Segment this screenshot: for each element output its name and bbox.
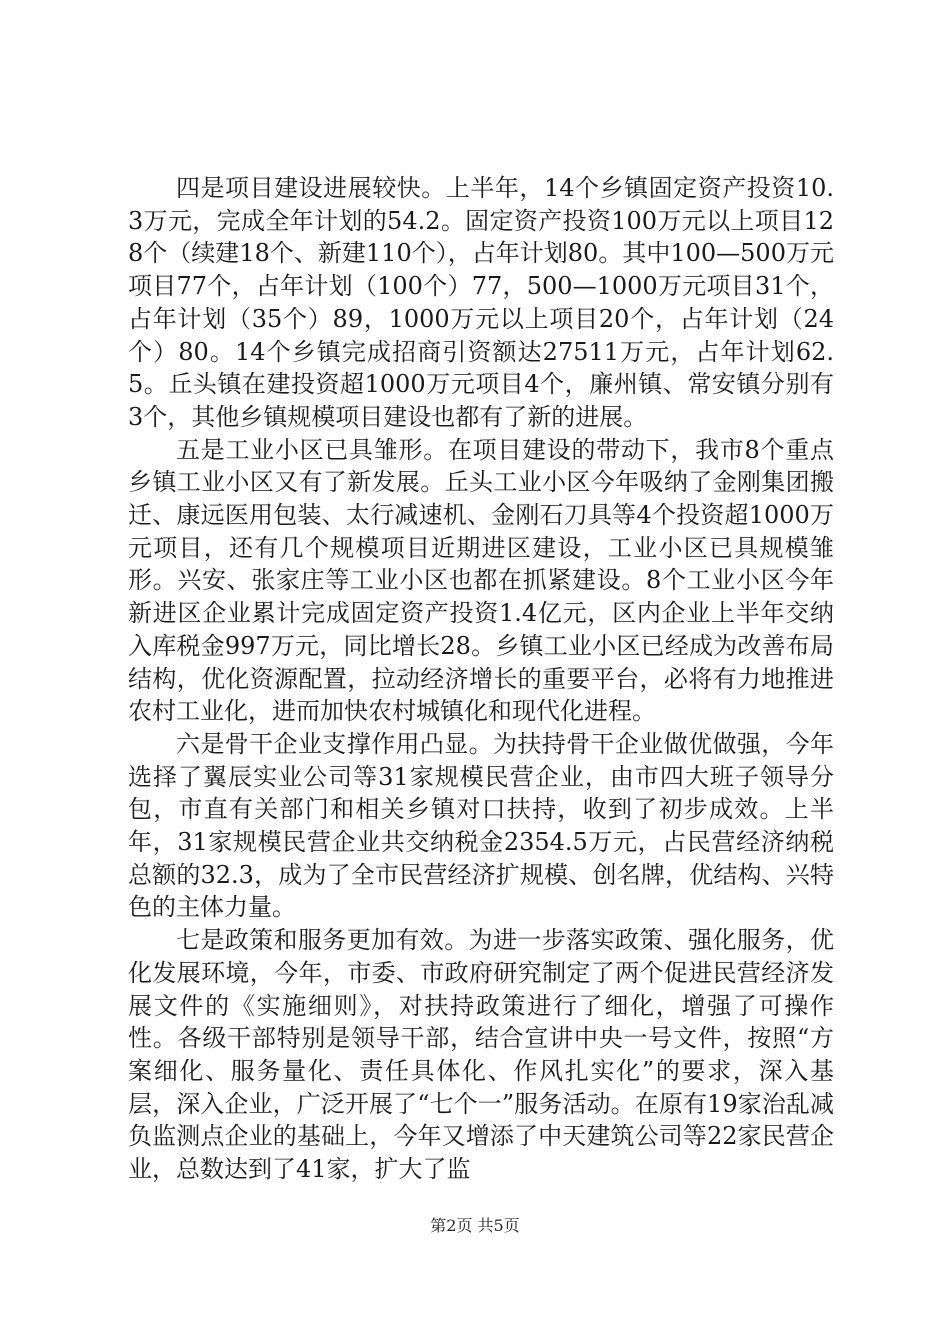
paragraph-project-construction: 四是项目建设进展较快。上半年，14个乡镇固定资产投资10.3万元，完成全年计划的54.2。固定资产投资100万元以上项目128个（续建18个、新建110个），占年计划80。其中100—500万元项目77个，占年计划（100个）77，500—1000万元项目31个，占年计划（35个）89，1000万元以上项目20个，占年计划（24个）80。14个乡镇完成招商引资额达27511万元，占年计划62.5。丘头镇在建投资超1000万元项目4个，廉州镇、常安镇分别有3个，其他乡镇规模项目建设也都有了新的进展。 bbox=[128, 174, 834, 431]
page-footer: 第2页 共5页 bbox=[430, 1216, 520, 1235]
document-body bbox=[128, 172, 834, 1186]
paragraph-industrial-zones: 五是工业小区已具雏形。在项目建设的带动下，我市8个重点乡镇工业小区又有了新发展。丘头工业小区今年吸纳了金刚集团搬迁、康远医用包装、太行减速机、金刚石刀具等4个投资超1000万元项目，还有几个规模项目近期进区建设，工业小区已具规模雏形。兴安、张家庄等工业小区也都在抓紧建设。8个工业小区今年新进区企业累计完成固定资产投资1.4亿元，区内企业上半年交纳入库税金997万元，同比增长28。乡镇工业小区已经成为改善布局结构，优化资源配置，拉动经济增长的重要平台，必将有力地推进农村工业化，进而加快农村城镇化和现代化进程。 bbox=[128, 435, 834, 726]
paragraph-key-enterprises: 六是骨干企业支撑作用凸显。为扶持骨干企业做优做强，今年选择了翼辰实业公司等31家规模民营企业，由市四大班子领导分包，市直有关部门和相关乡镇对口扶持，收到了初步成效。上半年，31家规模民营企业共交纳税金2354.5万元，占民营经济纳税总额的32.3，成为了全市民营经济扩规模、创名牌，优结构、兴特色的主体力量。 bbox=[128, 729, 834, 922]
paragraph-policy-services: 七是政策和服务更加有效。为进一步落实政策、强化服务，优化发展环境，今年，市委、市政府研究制定了两个促进民营经济发展文件的《实施细则》，对扶持政策进行了细化，增强了可操作性。各级干部特别是领导干部，结合宣讲中央一号文件，按照“方案细化、服务量化、责任具体化、作风扎实化”的要求，深入基层，深入企业，广泛开展了“七个一”服务活动。在原有19家治乱减负监测点企业的基础上，今年又增添了中天建筑公司等22家民营企业，总数达到了41家，扩大了监 bbox=[128, 926, 834, 1184]
